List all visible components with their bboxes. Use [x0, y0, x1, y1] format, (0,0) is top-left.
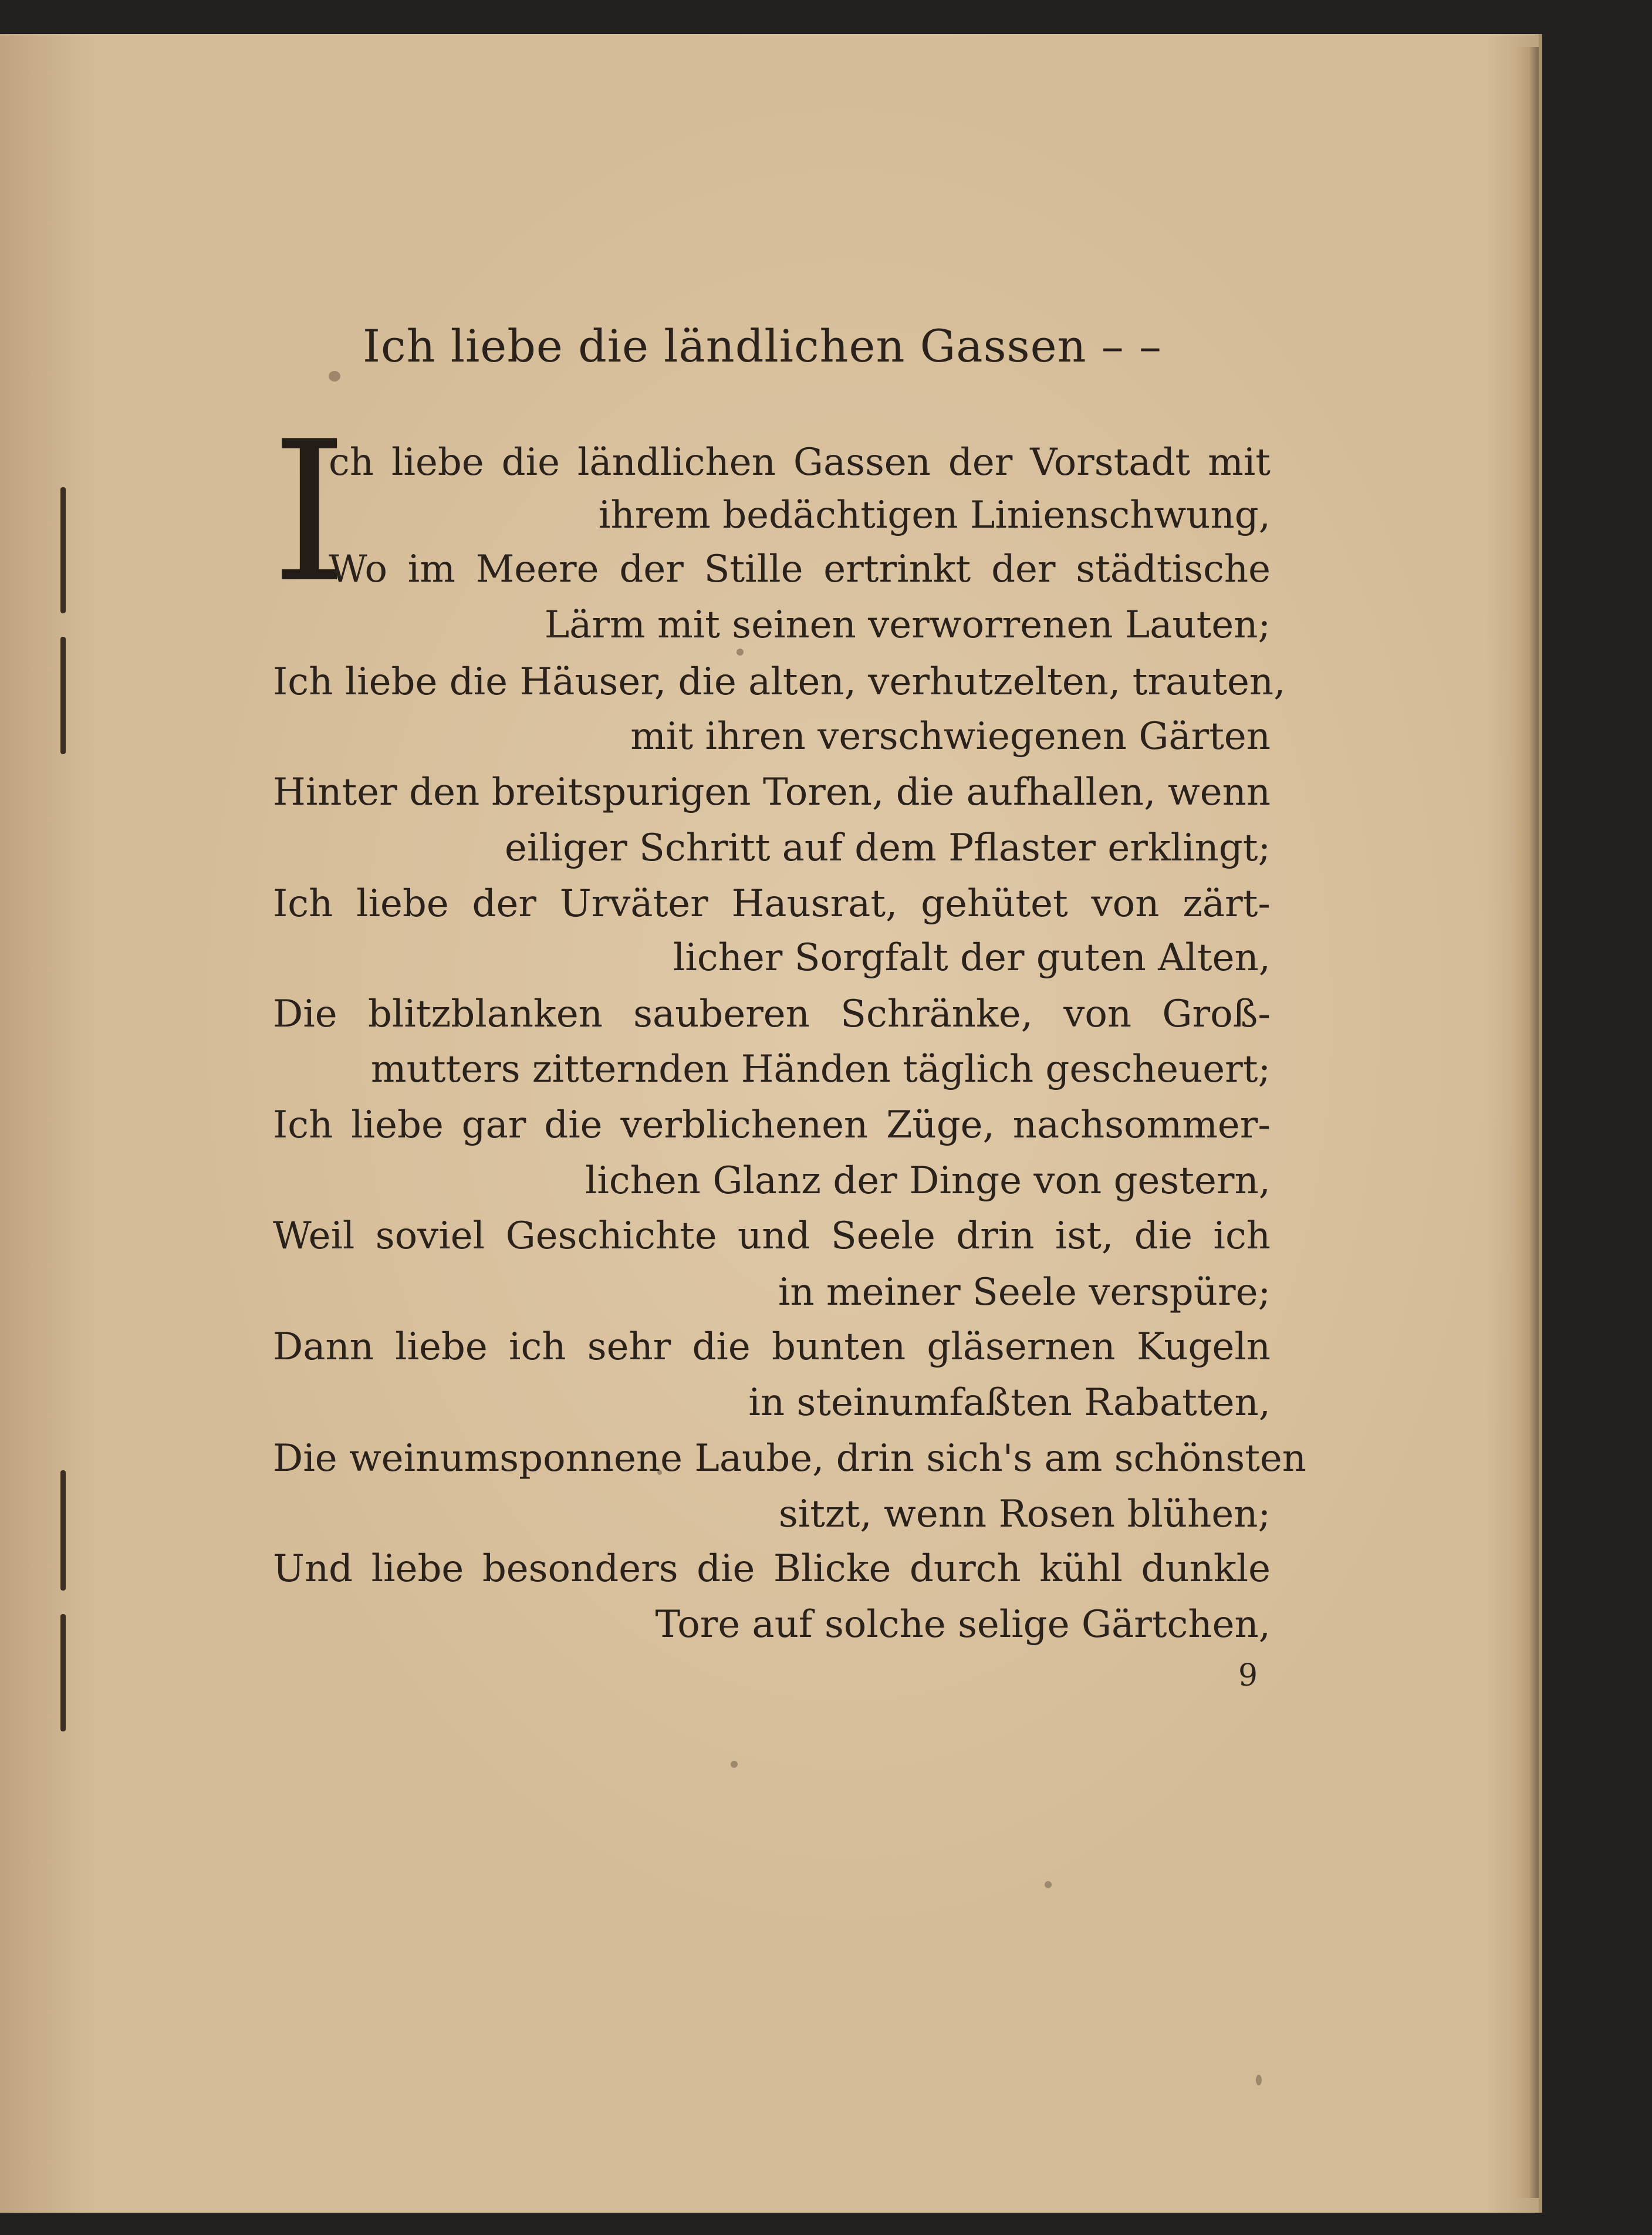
poem-line: Lärm mit seinen verworrenen Lauten;	[544, 603, 1271, 647]
poem-line: mutters zitternden Händen täglich gescheuert;	[370, 1048, 1271, 1091]
poem-line: Ich liebe die Häuser, die alten, verhutzelten, trauten,	[273, 660, 1286, 704]
poem-line: ch liebe die ländlichen Gassen der Vorstadt mit	[329, 441, 1271, 484]
poem-line: sitzt, wenn Rosen blühen;	[778, 1493, 1271, 1536]
poem-line: Hinter den breitspurigen Toren, die aufhallen, wenn	[273, 771, 1271, 814]
poem-line: in steinumfaßten Rabatten,	[748, 1381, 1271, 1424]
drop-cap: I	[271, 400, 348, 625]
poem-line: mit ihren verschwiegenen Gärten	[630, 715, 1271, 758]
poem-line: eiliger Schritt auf dem Pflaster erklingt;	[504, 826, 1271, 870]
poem-line: Ich liebe der Urväter Hausrat, gehütet von zärt-	[273, 882, 1271, 926]
page-number: 9	[1238, 1658, 1258, 1693]
poem-line: Ich liebe gar die verblichenen Züge, nachsommer-	[273, 1103, 1271, 1147]
poem-line: Weil soviel Geschichte und Seele drin ist, die ich	[273, 1214, 1271, 1258]
poem-line: Und liebe besonders die Blicke durch kühl dunkle	[273, 1547, 1271, 1591]
poem-line: ihrem bedächtigen Linienschwung,	[599, 494, 1271, 537]
poem-line: Wo im Meere der Stille ertrinkt der städtische	[329, 548, 1271, 591]
poem-line: in meiner Seele verspüre;	[778, 1271, 1271, 1314]
poem-title: Ich liebe die ländlichen Gassen – –	[363, 320, 1162, 372]
poem-line: licher Sorgfalt der guten Alten,	[673, 936, 1271, 980]
poem-line: Die blitzblanken sauberen Schränke, von Groß-	[273, 992, 1271, 1036]
poem-line: Tore auf solche selige Gärtchen,	[655, 1603, 1271, 1646]
poem-line: Die weinumsponnene Laube, drin sich's am schönsten	[273, 1437, 1306, 1480]
poem-line: Dann liebe ich sehr die bunten gläsernen Kugeln	[273, 1325, 1271, 1369]
poem-line: lichen Glanz der Dinge von gestern,	[585, 1159, 1271, 1203]
